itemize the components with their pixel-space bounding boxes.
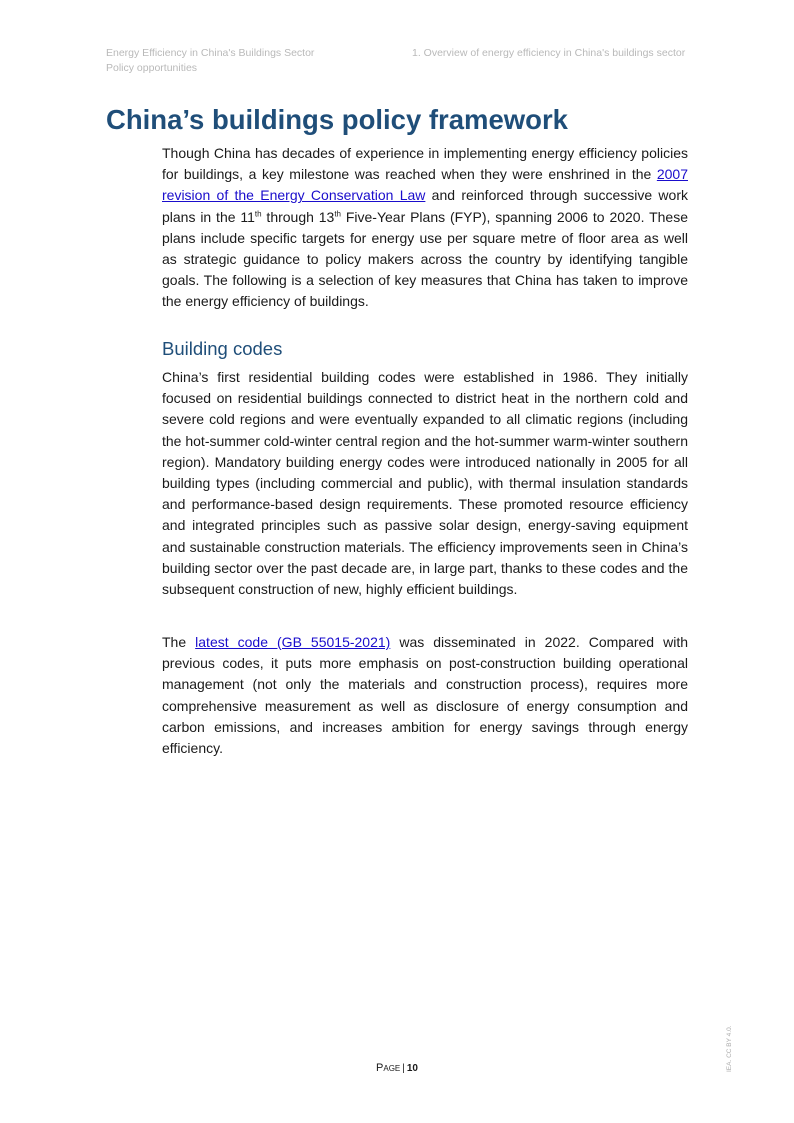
page-footer <box>0 1062 794 1074</box>
footer-separator: | <box>402 1063 405 1074</box>
page-title: China’s buildings policy framework <box>106 104 568 135</box>
running-header-left <box>106 46 314 76</box>
latest-code-text-1: The <box>162 634 196 650</box>
latest-code-link[interactable]: latest code (GB 55015-2021) <box>195 634 391 650</box>
section-heading-building-codes: Building codes <box>162 338 283 359</box>
superscript-th-2: th <box>334 208 341 218</box>
intro-text-1: Though China has decades of experience in implementing energy efficiency policies for buildings, a key milestone was reached when they were enshrined in the <box>162 145 688 183</box>
page-label: Page <box>376 1062 401 1074</box>
superscript-th-1: th <box>254 208 262 218</box>
intro-text-3: through 13 <box>261 208 335 225</box>
intro-text-2: and reinforced through successive work plans in the 11 <box>162 187 688 225</box>
energy-conservation-law-link[interactable]: 2007 revision of the Energy Conservation Law <box>162 166 688 204</box>
header-report-title: Energy Efficiency in China's Buildings Sector <box>106 47 315 59</box>
latest-code-paragraph <box>162 632 688 759</box>
building-codes-paragraph: China’s first residential building codes were established in 1986. They initially focused on residential buildings connected to district heat in the northern cold and severe cold regions and were eventually expanded to all climatic regions (including the hot-summer cold-winter central region and the hot-summer warm-winter southern region). Mandatory building energy codes were introduced nationally in 2005 for all building types (including commercial and public), with thermal insulation standards and performance-based design requirements. These promoted resource efficiency and integrated principles such as passive solar design, energy-saving equipment and sustainable construction materials. The efficiency improvements seen in China’s building sector over the past decade are, in large part, thanks to these codes and the subsequent construction of new, highly efficient buildings. <box>162 369 688 598</box>
intro-paragraph <box>162 143 688 313</box>
header-chapter-title: 1. Overview of energy efficiency in China's buildings sector <box>412 47 686 59</box>
header-report-subtitle: Policy opportunities <box>106 62 198 74</box>
intro-text-4: Five-Year Plans (FYP), spanning 2006 to 2020. These plans include specific targets for energy use per square metre of floor area as well as strategic guidance to policy makers across the country by identifying tangible goals. The following is a selection of key measures that China has taken to improve the energy efficiency of buildings. <box>162 208 688 310</box>
page-number: 10 <box>406 1063 418 1074</box>
latest-code-text-2: was disseminated in 2022. Compared with previous codes, it puts more emphasis on post-construction building operational management (not only the materials and construction process), requires more comprehensive measurement as well as disclosure of energy consumption and carbon emissions, and increases ambition for energy savings through energy efficiency. <box>162 634 689 757</box>
license-credit: IEA. CC BY 4.0. <box>726 1025 733 1072</box>
